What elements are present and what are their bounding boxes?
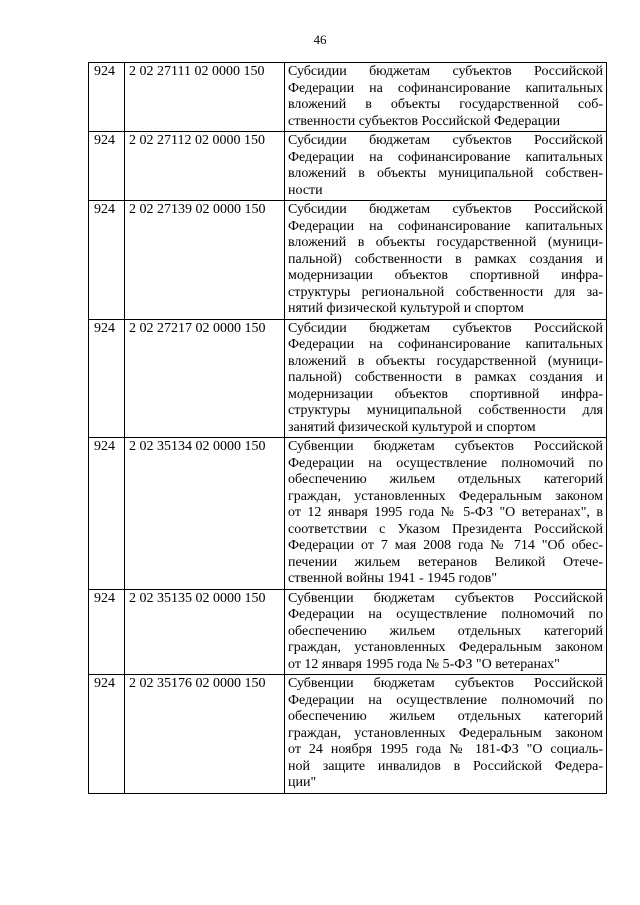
budget-classification-code-cell: 2 02 27111 02 0000 150 xyxy=(125,63,285,132)
description-line: обеспечению жильем отдельных категорий xyxy=(288,472,603,487)
description-line: модернизации объектов спортивной инфра- xyxy=(288,268,603,283)
description-line: граждан, установленных Федеральным законом xyxy=(288,640,603,655)
description-line: вложений в объекты государственной (муници- xyxy=(288,353,603,369)
budget-classification-code-cell: 2 02 27112 02 0000 150 xyxy=(125,132,285,201)
description-line: от 12 января 1995 года № 5-ФЗ "О ветеранах", в xyxy=(288,505,603,520)
description-line: Федерации на софинансирование капитальных xyxy=(288,218,603,234)
table-row xyxy=(89,589,607,675)
table-row xyxy=(89,63,607,132)
description-line: структуры региональной собственности для за- xyxy=(288,284,603,300)
budget-classification-code-cell: 2 02 35134 02 0000 150 xyxy=(125,438,285,590)
description-line: Субвенции бюджетам субъектов Российской xyxy=(288,590,603,606)
table-body xyxy=(89,63,607,794)
revenue-description-cell xyxy=(285,132,607,201)
admin-code-cell: 924 xyxy=(89,201,125,320)
description-line: Субсидии бюджетам субъектов Российской xyxy=(288,64,603,79)
description-line: граждан, установленных Федеральным законом xyxy=(288,488,603,504)
revenue-description-cell xyxy=(285,675,607,794)
budget-codes-table xyxy=(88,62,607,794)
description-line: Федерации от 7 мая 2008 года № 714 "Об обес- xyxy=(288,538,603,553)
budget-classification-code-cell: 2 02 35176 02 0000 150 xyxy=(125,675,285,794)
revenue-description-cell xyxy=(285,319,607,438)
description-line: Федерации на осуществление полномочий по xyxy=(288,692,603,708)
budget-classification-code-cell: 2 02 35135 02 0000 150 xyxy=(125,589,285,675)
description-line: структуры муниципальной собственности для xyxy=(288,403,603,418)
description-line: ственной войны 1941 - 1945 годов" xyxy=(288,571,498,586)
description-line: модернизации объектов спортивной инфра- xyxy=(288,386,603,402)
table-row xyxy=(89,319,607,438)
description-line: Субсидии бюджетам субъектов Российской xyxy=(288,320,603,336)
admin-code-cell: 924 xyxy=(89,132,125,201)
table-row xyxy=(89,132,607,201)
description-line: ции" xyxy=(288,775,317,790)
description-line: ности xyxy=(288,182,323,198)
page-number: 46 xyxy=(313,32,327,47)
admin-code-cell: 924 xyxy=(89,675,125,794)
description-line: вложений в объекты государственной соб- xyxy=(288,97,603,112)
description-line: Федерации на софинансирование капитальных xyxy=(288,149,603,165)
description-line: вложений в объекты муниципальной собствен- xyxy=(288,166,603,181)
budget-classification-code-cell: 2 02 27139 02 0000 150 xyxy=(125,201,285,320)
description-line: занятий физической культурой и спортом xyxy=(288,419,536,435)
admin-code-cell: 924 xyxy=(89,589,125,675)
revenue-description-cell xyxy=(285,63,607,132)
description-line: Субвенции бюджетам субъектов Российской xyxy=(288,439,603,454)
description-line: пальной) собственности в рамках создания и xyxy=(288,251,603,267)
table-row xyxy=(89,675,607,794)
description-line: пальной) собственности в рамках создания и xyxy=(288,370,603,385)
description-line: соответствии с Указом Президента Российской xyxy=(288,521,603,537)
admin-code-cell: 924 xyxy=(89,63,125,132)
description-line: печении жильем ветеранов Великой Отече- xyxy=(288,554,603,570)
description-line: вложений в объекты государственной (муници- xyxy=(288,235,603,250)
table-row xyxy=(89,438,607,590)
admin-code-cell: 924 xyxy=(89,319,125,438)
revenue-description-cell xyxy=(285,201,607,320)
description-line: от 24 ноября 1995 года № 181-ФЗ "О социаль- xyxy=(288,742,603,757)
description-line: нятий физической культурой и спортом xyxy=(288,301,524,316)
revenue-description-cell xyxy=(285,589,607,675)
description-line: обеспечению жильем отдельных категорий xyxy=(288,623,603,639)
description-line: Субсидии бюджетам субъектов Российской xyxy=(288,133,603,148)
budget-classification-code-cell: 2 02 27217 02 0000 150 xyxy=(125,319,285,438)
description-line: Субсидии бюджетам субъектов Российской xyxy=(288,202,603,217)
description-line: Федерации на осуществление полномочий по xyxy=(288,607,603,622)
description-line: Федерации на осуществление полномочий по xyxy=(288,455,603,471)
description-line: Федерации на софинансирование капитальных xyxy=(288,337,603,352)
description-line: Федерации на софинансирование капитальных xyxy=(288,80,603,96)
description-line: ственности субъектов Российской Федерации xyxy=(288,113,561,129)
description-line: ной защите инвалидов в Российской Федера- xyxy=(288,758,603,774)
description-line: от 12 января 1995 года № 5-ФЗ "О ветеранах" xyxy=(288,656,560,672)
description-line: граждан, установленных Федеральным законом xyxy=(288,725,603,741)
admin-code-cell: 924 xyxy=(89,438,125,590)
description-line: Субвенции бюджетам субъектов Российской xyxy=(288,676,603,691)
description-line: обеспечению жильем отдельных категорий xyxy=(288,709,603,724)
table-row xyxy=(89,201,607,320)
revenue-description-cell xyxy=(285,438,607,590)
